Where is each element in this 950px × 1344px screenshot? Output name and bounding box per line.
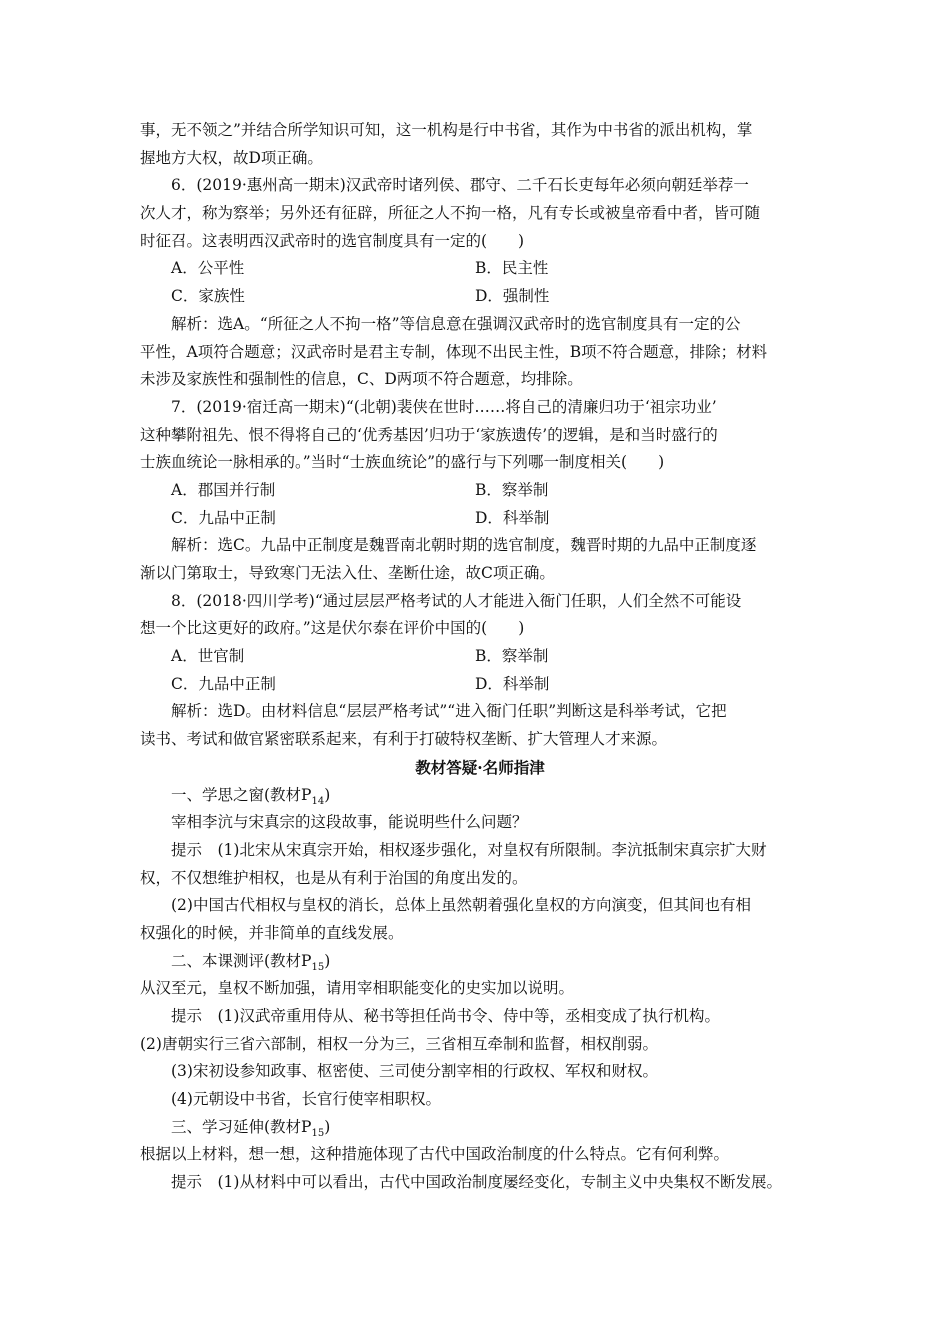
part-2-heading-page: 15 xyxy=(311,961,325,973)
question-7-stem: 士族血统论一脉相承的。”当时“士族血统论”的盛行与下列哪一制度相关( ) xyxy=(140,453,665,472)
part-3-question: 根据以上材料，想一想，这种措施体现了古代中国政治制度的什么特点。它有何利弊。 xyxy=(140,1145,730,1164)
part-2-hint: 提示 (1)汉武帝重用侍从、秘书等担任尚书令、侍中等，丞相变成了执行机构。 xyxy=(171,1007,720,1025)
option-d: D．强制性 xyxy=(475,287,550,306)
option-d: D．科举制 xyxy=(475,674,550,693)
text-line: 事，无不领之”并结合所学知识可知，这一机构是行中书省，其作为中书省的派出机构，掌 xyxy=(140,121,753,139)
part-2-heading-end: ) xyxy=(324,951,331,970)
question-6-analysis: 未涉及家族性和强制性的信息，C、D两项不符合题意，均排除。 xyxy=(140,370,583,389)
question-7-options-row xyxy=(140,505,820,533)
option-d: D．科举制 xyxy=(475,508,550,527)
option-c: C．九品中正制 xyxy=(171,508,276,527)
question-6-options-row xyxy=(140,255,820,283)
question-6-stem: 6．(2019·惠州高一期末)汉武帝时诸列侯、郡守、二千石长吏每年必须向朝廷举荐一 xyxy=(171,176,749,195)
option-b: B．察举制 xyxy=(475,480,549,499)
part-1-heading xyxy=(140,782,820,810)
option-c: C．家族性 xyxy=(171,287,245,306)
question-7-analysis: 渐以门第取士，导致寒门无法入仕、垄断仕途，故C项正确。 xyxy=(140,564,555,582)
question-7-options-row xyxy=(140,477,820,505)
part-2-heading xyxy=(140,948,820,976)
part-1-hint: 权强化的时候，并非简单的直线发展。 xyxy=(140,923,404,942)
option-a: A．世官制 xyxy=(171,647,245,666)
question-8-analysis: 解析：选D。由材料信息“层层严格考试”“进入衙门任职”判断这是科举考试，它把 xyxy=(171,702,727,721)
part-3-heading-text: 三、学习延伸(教材P xyxy=(171,1117,312,1136)
question-8-options-row xyxy=(140,671,820,699)
option-a: A．公平性 xyxy=(171,259,245,278)
part-2-hint: (3)宋初设参知政事、枢密使、三司使分割宰相的行政权、军权和财权。 xyxy=(171,1062,658,1081)
part-1-heading-end: ) xyxy=(324,785,331,804)
section-title: 教材答疑·名师指津 xyxy=(415,757,545,777)
option-b: B．察举制 xyxy=(475,647,549,666)
part-3-heading-page: 15 xyxy=(311,1127,325,1139)
question-6-analysis: 平性，A项符合题意；汉武帝时是君主专制，体现不出民主性，B项不符合题意，排除；材料 xyxy=(140,342,768,361)
question-6-options-row xyxy=(140,283,820,311)
option-c: C．九品中正制 xyxy=(171,674,276,693)
part-3-heading-end: ) xyxy=(324,1117,331,1136)
part-1-hint: 权，不仅想维护相权，也是从有利于治国的角度出发的。 xyxy=(140,868,528,887)
question-8-options-row xyxy=(140,643,820,671)
part-1-question: 宰相李沆与宋真宗的这段故事，能说明些什么问题？ xyxy=(171,813,528,832)
document-page xyxy=(140,117,820,1197)
part-1-heading-page: 14 xyxy=(311,795,325,807)
option-b: B．民主性 xyxy=(475,259,549,278)
part-1-hint: (2)中国古代相权与皇权的消长，总体上虽然朝着强化皇权的方向演变，但其间也有相 xyxy=(171,896,751,915)
text-line: 握地方大权，故D项正确。 xyxy=(140,148,323,167)
question-7-stem: 这种攀附祖先、恨不得将自己的‘优秀基因’归功于‘家族遗传’的逻辑，是和当时盛行的 xyxy=(140,425,718,444)
part-2-heading-text: 二、本课测评(教材P xyxy=(171,951,312,970)
question-6-analysis: 解析：选A。“所征之人不拘一格”等信息意在强调汉武帝时的选官制度具有一定的公 xyxy=(171,314,741,333)
part-2-hint: (4)元朝设中书省，长官行使宰相职权。 xyxy=(171,1090,441,1109)
question-8-stem: 8．(2018·四川学考)“通过层层严格考试的人才能进入衙门任职，人们全然不可能设 xyxy=(171,591,742,610)
question-8-stem: 想一个比这更好的政府。”这是伏尔泰在评价中国的( ) xyxy=(140,619,525,638)
part-1-heading-text: 一、学思之窗(教材P xyxy=(171,785,312,804)
question-6-stem: 时征召。这表明西汉武帝时的选官制度具有一定的( ) xyxy=(140,231,525,250)
part-2-question: 从汉至元，皇权不断加强，请用宰相职能变化的史实加以说明。 xyxy=(140,979,575,998)
question-8-analysis: 读书、考试和做官紧密联系起来，有利于打破特权垄断、扩大管理人才来源。 xyxy=(140,730,668,749)
option-a: A．郡国并行制 xyxy=(171,480,276,499)
question-7-stem: 7．(2019·宿迁高一期末)“(北朝)裴侠在世时……将自己的清廉归功于‘祖宗功业’ xyxy=(171,397,717,416)
question-7-analysis: 解析：选C。九品中正制度是魏晋南北朝时期的选官制度，魏晋时期的九品中正制度逐 xyxy=(171,536,757,555)
part-1-hint: 提示 (1)北宋从宋真宗开始，相权逐步强化，对皇权有所限制。李沆抵制宋真宗扩大财 xyxy=(171,840,767,859)
part-3-heading xyxy=(140,1114,820,1142)
part-3-hint: 提示 (1)从材料中可以看出，古代中国政治制度屡经变化，专制主义中央集权不断发展。 xyxy=(171,1173,782,1192)
part-2-hint: (2)唐朝实行三省六部制，相权一分为三，三省相互牵制和监督，相权削弱。 xyxy=(140,1034,658,1053)
question-6-stem: 次人才，称为察举；另外还有征辟，所征之人不拘一格，凡有专长或被皇帝看中者，皆可随 xyxy=(140,204,761,223)
